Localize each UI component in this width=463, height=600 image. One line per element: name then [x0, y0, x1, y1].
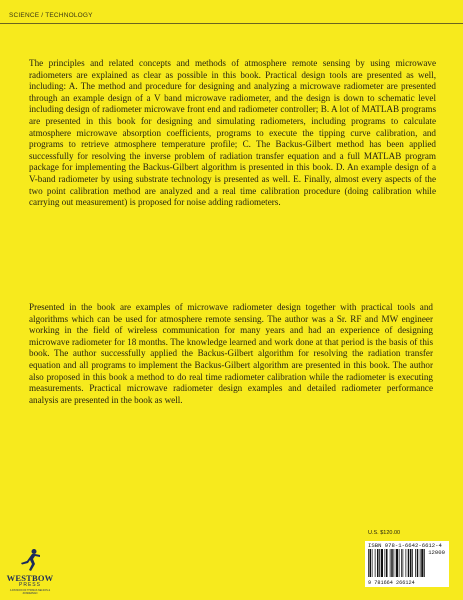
barcode-bar [379, 549, 380, 577]
barcode-box [365, 541, 449, 587]
barcode-bar [399, 549, 400, 577]
barcode-bar [421, 549, 423, 577]
price-label: U.S. $120.00 [368, 530, 401, 536]
barcode-bar [406, 549, 407, 577]
barcode-bar [370, 549, 372, 577]
barcode-bar [412, 549, 413, 577]
isbn-text: ISBN 978-1-6642-6612-4 [368, 542, 442, 549]
description-paragraph-2: Presented in the book are examples of microwave radiometer design together with practical tools and algorithms which can be used for atmosphere remote sensing. The author was a Sr. RF and MW engineer working in the field of wireless communication for many years and had an experience of designing microwave radiometer for 18 months. The knowledge learned and work done at that period is the basis of this book. The author successfully applied the Backus-Gilbert algorithm for resolving the radiation transfer equation and all programs to implement the Backus-Gilbert algorithm are presented in this book. The author also proposed in this book a method to do real time radiometer calibration while the radiometer is executing measurements. Practical microwave radiometer design examples and detailed radiometer performance analysis are presented in the book as well. [29, 302, 433, 405]
barcode-bar [396, 549, 398, 577]
barcode-bar [403, 549, 404, 577]
barcode-bar [420, 549, 421, 577]
publisher-name: WESTBOW [6, 573, 54, 583]
barcode-bar [408, 549, 410, 577]
runner-icon [16, 548, 44, 572]
barcode-bars [368, 549, 446, 579]
barcode-bar [401, 549, 402, 577]
publisher-tagline: A DIVISION OF THOMAS NELSON & ZONDERVAN [9, 589, 51, 595]
barcode-bar [386, 549, 388, 577]
barcode-digits: 9 781664 266124 [368, 580, 415, 586]
barcode-bar [372, 549, 373, 577]
barcode-bar [410, 549, 412, 577]
description-paragraph-1: The principles and related concepts and methods of atmosphere remote sensing by using microwave radiometers are explained as clear as possible in this book. Practical design tools are presented as well, including: A. The method and procedure for designing and analyzing a microwave radiometer are presented through an example design of a V band microwave radiometer, and the design is down to schematic level including design of radiometer microwave front end and radiometer controller; B. A lot of MATLAB programs are presented in this book for designing and simulating radiometers, including programs to calculate atmosphere microwave absorption coefficients, programs to execute the tipping curve calibration, and programs to retrieve atmosphere temperature profile; C. The Backus-Gilbert method has been applied successfully for resolving the inverse problem of radiation transfer equation and a full MATLAB program package for implementing the Backus-Gilbert algorithm is presented in this book. D. An example design of a V-band radiometer by using substrate technology is presented as well. E. Finally, almost every aspects of the two point calibration method are analyzed and a real time calibration procedure (doing calibration while carrying out measurement) is proposed for noise adding radiometers. [29, 58, 436, 208]
barcode-bar [385, 549, 386, 577]
barcode-bar [415, 549, 416, 577]
barcode-bar [368, 549, 369, 577]
barcode-bar [375, 549, 376, 577]
barcode-bar [417, 549, 419, 577]
category-label: SCIENCE / TECHNOLOGY [9, 12, 93, 19]
publisher-press: PRESS [19, 582, 41, 588]
barcode-bar [381, 549, 383, 577]
price-code: 12000 [428, 549, 445, 556]
barcode-bar [394, 549, 395, 577]
barcode-bar [377, 549, 379, 577]
barcode-bar [391, 549, 393, 577]
barcode-bar [424, 549, 425, 577]
top-divider [0, 23, 463, 24]
barcode-bar [390, 549, 391, 577]
